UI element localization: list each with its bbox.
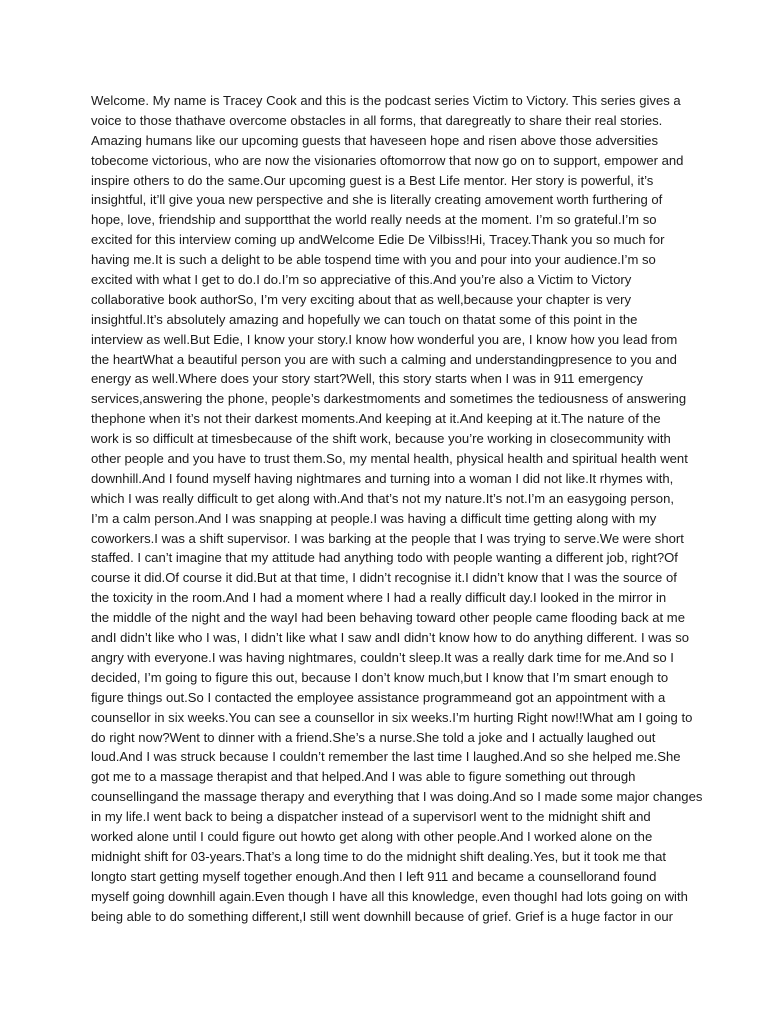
text-line: coworkers.I was a shift supervisor. I was barking at the people that I was trying to serve.We were short: [91, 530, 684, 546]
text-line: midnight shift for 03-years.That’s a long time to do the midnight shift dealing.Yes, but it took me that: [91, 848, 666, 864]
text-line: being able to do something different,I still went downhill because of grief. Grief is a huge factor in our: [91, 908, 674, 924]
text-line: the heartWhat a beautiful person you are with such a calming and understandingpresence to you and: [91, 351, 677, 367]
text-line: having me.It is such a delight to be able tospend time with you and pour into your audience.I’m so: [91, 252, 656, 268]
text-line: worked alone until I could figure out howto get along with other people.And I worked alone on the: [91, 828, 653, 844]
text-line: figure things out.So I contacted the employee assistance programmeand got an appointment with a: [91, 689, 666, 705]
text-line: Welcome. My name is Tracey Cook and this is the podcast series Victim to Victory. This series gives a: [91, 93, 681, 108]
text-line: insightful, it’ll give youa new perspective and she is literally creating amovement worth furthering of: [91, 192, 663, 208]
text-line: myself going downhill again.Even though I have all this knowledge, even thoughI had lots going on with: [91, 888, 688, 904]
text-line: collaborative book authorSo, I’m very exciting about that as well,because your chapter is very: [91, 291, 632, 307]
text-line: excited for this interview coming up andWelcome Edie De Vilbiss!Hi, Tracey.Thank you so much for: [91, 232, 665, 248]
text-line: andI didn’t like who I was, I didn’t like what I saw andI didn’t know how to do anything different. I was so: [91, 630, 690, 646]
text-line: loud.And I was struck because I couldn’t remember the last time I laughed.And so she helped me.She: [91, 749, 681, 765]
text-line: do right now?Went to dinner with a friend.She’s a nurse.She told a joke and I actually laughed out: [91, 729, 656, 745]
text-line: downhill.And I found myself having nightmares and turning into a woman I did not like.It rhymes with,: [91, 470, 674, 486]
text-line: voice to those thathave overcome obstacles in all forms, that daregreatly to share their real stories.: [91, 112, 663, 128]
text-line: work is so difficult at timesbecause of the shift work, because you’re working in closecommunity with: [91, 431, 671, 447]
text-line: staffed. I can’t imagine that my attitude had anything todo with people wanting a different job, right?Of: [91, 550, 678, 566]
text-line: got me to a massage therapist and that helped.And I was able to figure something out through: [91, 769, 636, 785]
text-line: counsellor in six weeks.You can see a counsellor in six weeks.I’m hurting Right now!!What am I going to: [91, 709, 693, 725]
text-line: hope, love, friendship and supportthat the world really needs at the moment. I’m so grateful.I’m so: [91, 212, 657, 228]
text-line: angry with everyone.I was having nightmares, couldn’t sleep.It was a really dark time for me.And so I: [91, 649, 674, 665]
text-line: decided, I’m going to figure this out, because I don’t know much,but I know that I’m smart enough to: [91, 669, 669, 685]
text-line: inspire others to do the same.Our upcoming guest is a Best Life mentor. Her story is powerful, it’s: [91, 172, 654, 188]
text-line: services,answering the phone, people’s darkestmoments and sometimes the tediousness of answering: [91, 391, 687, 407]
text-line: the middle of the night and the wayI had been behaving toward other people came flooding back at me: [91, 610, 685, 626]
text-line: tobecome victorious, who are now the visionaries oftomorrow that now go on to support, empower and: [91, 152, 684, 168]
text-line: insightful.It’s absolutely amazing and hopefully we can touch on thatat some of this point in the: [91, 311, 638, 327]
text-line: counsellingand the massage therapy and everything that I was doing.And so I made some major changes: [91, 789, 703, 805]
text-line: I’m a calm person.And I was snapping at people.I was having a difficult time getting along with my: [91, 510, 657, 526]
text-line: longto start getting myself together enough.And then I left 911 and became a counsellorand found: [91, 868, 657, 884]
text-line: energy as well.Where does your story start?Well, this story starts when I was in 911 emergency: [91, 371, 643, 387]
text-line: the toxicity in the room.And I had a moment where I had a really difficult day.I looked in the mirror in: [91, 590, 667, 606]
transcript-body: [91, 91, 703, 926]
text-line: which I was really difficult to get along with.And that’s not my nature.It’s not.I’m an easygoing person,: [91, 490, 674, 506]
text-line: in my life.I went back to being a dispatcher instead of a supervisorI went to the midnight shift and: [91, 809, 651, 825]
text-line: other people and you have to trust them.So, my mental health, physical health and spiritual health went: [91, 451, 688, 467]
text-line: interview as well.But Edie, I know your story.I know how wonderful you are, I know how you lead from: [91, 331, 678, 347]
text-line: course it did.Of course it did.But at that time, I didn’t recognise it.I didn’t know that I was the source of: [91, 570, 677, 586]
text-line: thephone when it’s not their darkest moments.And keeping at it.And keeping at it.The nature of the: [91, 411, 661, 427]
text-line: Amazing humans like our upcoming guests that haveseen hope and risen above those adversities: [91, 132, 659, 148]
text-line: excited with what I get to do.I do.I’m so appreciative of this.And you’re also a Victim to Victory: [91, 272, 632, 288]
